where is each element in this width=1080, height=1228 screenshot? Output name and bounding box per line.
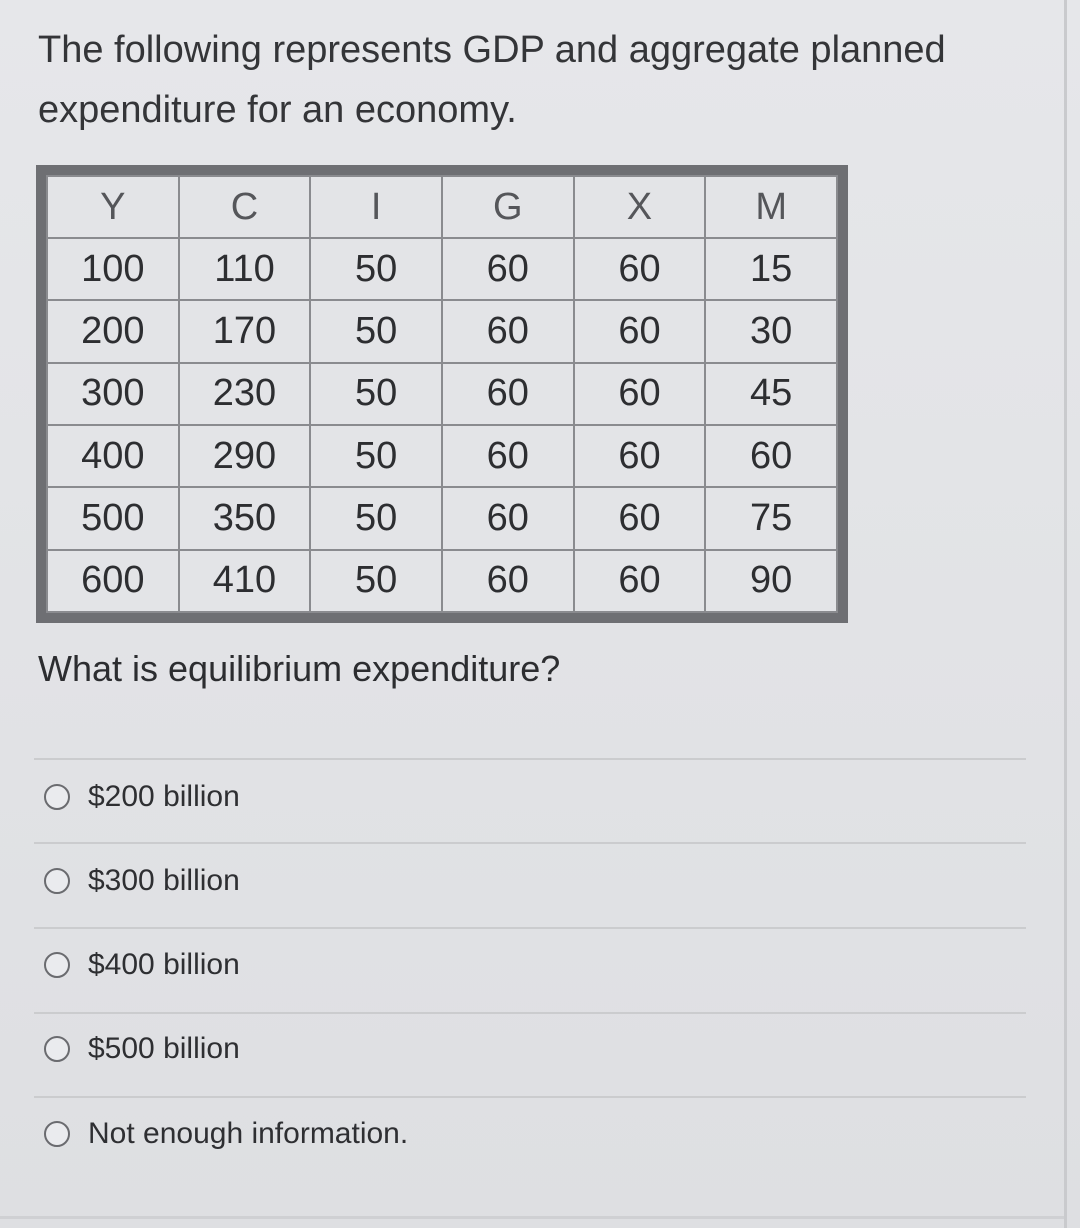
table-cell: 50	[310, 238, 442, 300]
table-cell: 75	[705, 487, 837, 549]
table-cell: 90	[705, 550, 837, 612]
table-cell: 230	[179, 363, 311, 425]
table-cell: 60	[442, 363, 574, 425]
table-cell: 400	[47, 425, 179, 487]
table-cell: 60	[574, 363, 706, 425]
data-table-frame	[36, 165, 848, 623]
table-cell: 110	[179, 238, 311, 300]
answer-option-300-billion[interactable]	[44, 864, 240, 898]
answer-option-label: Not enough information.	[88, 1117, 409, 1150]
table-row	[47, 363, 837, 425]
column-header-i: I	[310, 176, 442, 238]
table-cell: 50	[310, 425, 442, 487]
table-row	[47, 550, 837, 612]
answer-option-label: $200 billion	[88, 780, 240, 813]
question-intro-text: The following represents GDP and aggregate planned expenditure for an economy.	[38, 29, 946, 131]
table-row	[47, 238, 837, 300]
radio-button[interactable]	[44, 868, 70, 894]
radio-button[interactable]	[44, 952, 70, 978]
table-cell: 60	[574, 425, 706, 487]
table-cell: 200	[47, 300, 179, 362]
table-cell: 60	[574, 550, 706, 612]
table-cell: 170	[179, 300, 311, 362]
card-right-edge	[1064, 0, 1067, 1228]
divider	[34, 842, 1026, 844]
question-text: What is equilibrium expenditure?	[38, 648, 561, 689]
table-cell: 45	[705, 363, 837, 425]
table-cell: 500	[47, 487, 179, 549]
table-row	[47, 487, 837, 549]
table-cell: 290	[179, 425, 311, 487]
table-cell: 350	[179, 487, 311, 549]
divider	[34, 1012, 1026, 1014]
answer-option-label: $500 billion	[88, 1032, 240, 1065]
column-header-y: Y	[47, 176, 179, 238]
card-bottom-edge	[0, 1216, 1064, 1219]
table-cell: 50	[310, 363, 442, 425]
divider	[34, 758, 1026, 760]
column-header-g: G	[442, 176, 574, 238]
table-cell: 60	[574, 300, 706, 362]
table-cell: 50	[310, 487, 442, 549]
table-cell: 60	[442, 238, 574, 300]
column-header-m: M	[705, 176, 837, 238]
radio-button[interactable]	[44, 784, 70, 810]
answer-option-400-billion[interactable]	[44, 948, 240, 982]
table-cell: 60	[705, 425, 837, 487]
column-header-x: X	[574, 176, 706, 238]
radio-button[interactable]	[44, 1036, 70, 1062]
divider	[34, 927, 1026, 929]
gdp-expenditure-table	[46, 175, 838, 613]
table-cell: 100	[47, 238, 179, 300]
table-cell: 50	[310, 300, 442, 362]
table-cell: 60	[442, 550, 574, 612]
table-cell: 60	[574, 487, 706, 549]
table-row	[47, 425, 837, 487]
table-cell: 410	[179, 550, 311, 612]
column-header-c: C	[179, 176, 311, 238]
answer-option-label: $400 billion	[88, 948, 240, 981]
table-cell: 60	[442, 425, 574, 487]
table-cell: 15	[705, 238, 837, 300]
table-cell: 60	[442, 487, 574, 549]
answer-option-200-billion[interactable]	[44, 780, 240, 814]
table-cell: 30	[705, 300, 837, 362]
answer-option-500-billion[interactable]	[44, 1032, 240, 1066]
table-cell: 60	[574, 238, 706, 300]
table-cell: 600	[47, 550, 179, 612]
table-header-row	[47, 176, 837, 238]
radio-button[interactable]	[44, 1121, 70, 1147]
table-cell: 300	[47, 363, 179, 425]
divider	[34, 1096, 1026, 1098]
table-cell: 50	[310, 550, 442, 612]
table-row	[47, 300, 837, 362]
answer-option-label: $300 billion	[88, 864, 240, 897]
table-cell: 60	[442, 300, 574, 362]
answer-option-not-enough-information[interactable]	[44, 1117, 408, 1151]
